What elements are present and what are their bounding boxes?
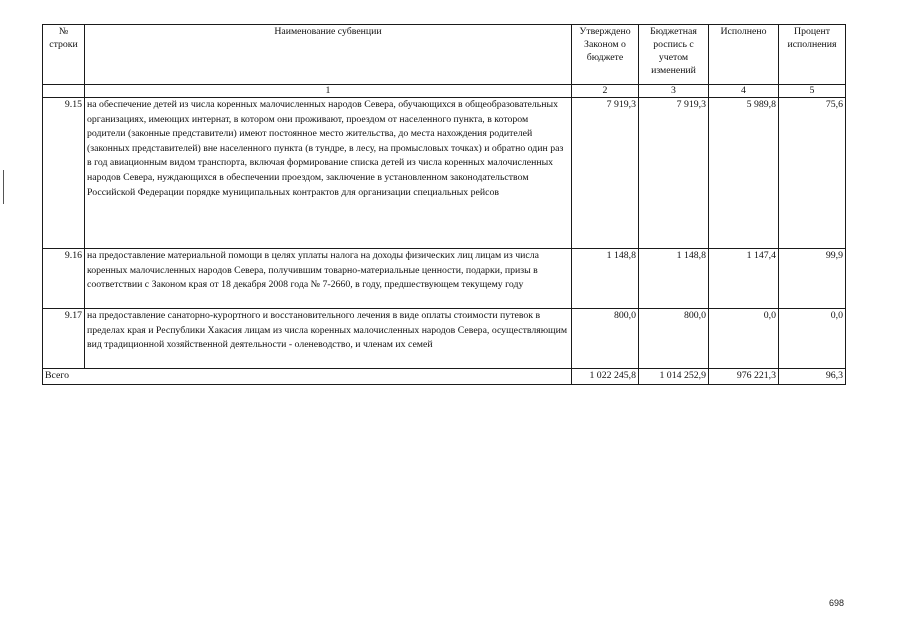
page-number: 698 [829, 598, 845, 608]
total-budget-list: 1 014 252,9 [639, 369, 709, 385]
row-number: 9.17 [43, 309, 85, 369]
budget-list-value: 7 919,3 [639, 98, 709, 249]
row-number: 9.16 [43, 249, 85, 309]
header-row-no: № строки [43, 25, 85, 85]
subvention-name: на предоставление санаторно-курортного и восстановительного лечения в виде оплаты стоимости путевок в пределах края и Республики Хакасия лицам из числа коренных малочисленных народов Севера, осуществляющим вид традиционной хозяйственной деятельности - оленеводство, и членам их семей [85, 309, 572, 369]
budget-list-value: 800,0 [639, 309, 709, 369]
table-row [43, 249, 846, 309]
column-number: 2 [572, 85, 639, 98]
row-number: 9.15 [43, 98, 85, 249]
total-executed: 976 221,3 [709, 369, 779, 385]
subvention-name: на обеспечение детей из числа коренных малочисленных народов Севера, обучающихся в общеобразовательных организациях, имеющих интернат, в котором они проживают, проездом от населенного пункта, в котором родители (законные представители) имеют постоянное место жительства, до места нахождения родителей (законных представителей) вне населенного пункта (в тундре, в лесу, на промысловых точках) и обратно один раз в год авиационным видом транспорта, включая формирование списка детей из числа коренных малочисленных народов Севера, нуждающихся в обеспечении проездом, заключение в установленном законодательством Российской Федерации порядке муниципальных контрактов для организации специальных рейсов [85, 98, 572, 249]
column-number-blank [43, 85, 85, 98]
approved-value: 800,0 [572, 309, 639, 369]
executed-value: 5 989,8 [709, 98, 779, 249]
total-approved: 1 022 245,8 [572, 369, 639, 385]
column-number: 5 [779, 85, 846, 98]
header-executed: Исполнено [709, 25, 779, 85]
header-name: Наименование субвенции [85, 25, 572, 85]
subvention-table [42, 24, 846, 385]
executed-value: 1 147,4 [709, 249, 779, 309]
column-number: 4 [709, 85, 779, 98]
table-row [43, 309, 846, 369]
total-label: Всего [43, 369, 572, 385]
budget-list-value: 1 148,8 [639, 249, 709, 309]
subvention-name: на предоставление материальной помощи в целях уплаты налога на доходы физических лиц лицам из числа коренных малочисленных народов Севера, получившим товарно-материальные ценности, подарки, призы в соответствии с Законом края от 18 декабря 2008 года № 7-2660, в году, предшествующем текущему году [85, 249, 572, 309]
header-percent: Процент исполнения [779, 25, 846, 85]
approved-value: 7 919,3 [572, 98, 639, 249]
table-row [43, 98, 846, 249]
scan-edge-mark [3, 170, 4, 204]
column-number: 1 [85, 85, 572, 98]
executed-value: 0,0 [709, 309, 779, 369]
approved-value: 1 148,8 [572, 249, 639, 309]
percent-value: 99,9 [779, 249, 846, 309]
column-number: 3 [639, 85, 709, 98]
header-approved: Утверждено Законом о бюджете [572, 25, 639, 85]
percent-value: 0,0 [779, 309, 846, 369]
total-row [43, 369, 846, 385]
header-row [43, 25, 846, 85]
percent-value: 75,6 [779, 98, 846, 249]
total-percent: 96,3 [779, 369, 846, 385]
column-number-row [43, 85, 846, 98]
header-budget-list: Бюджетная роспись с учетом изменений [639, 25, 709, 85]
